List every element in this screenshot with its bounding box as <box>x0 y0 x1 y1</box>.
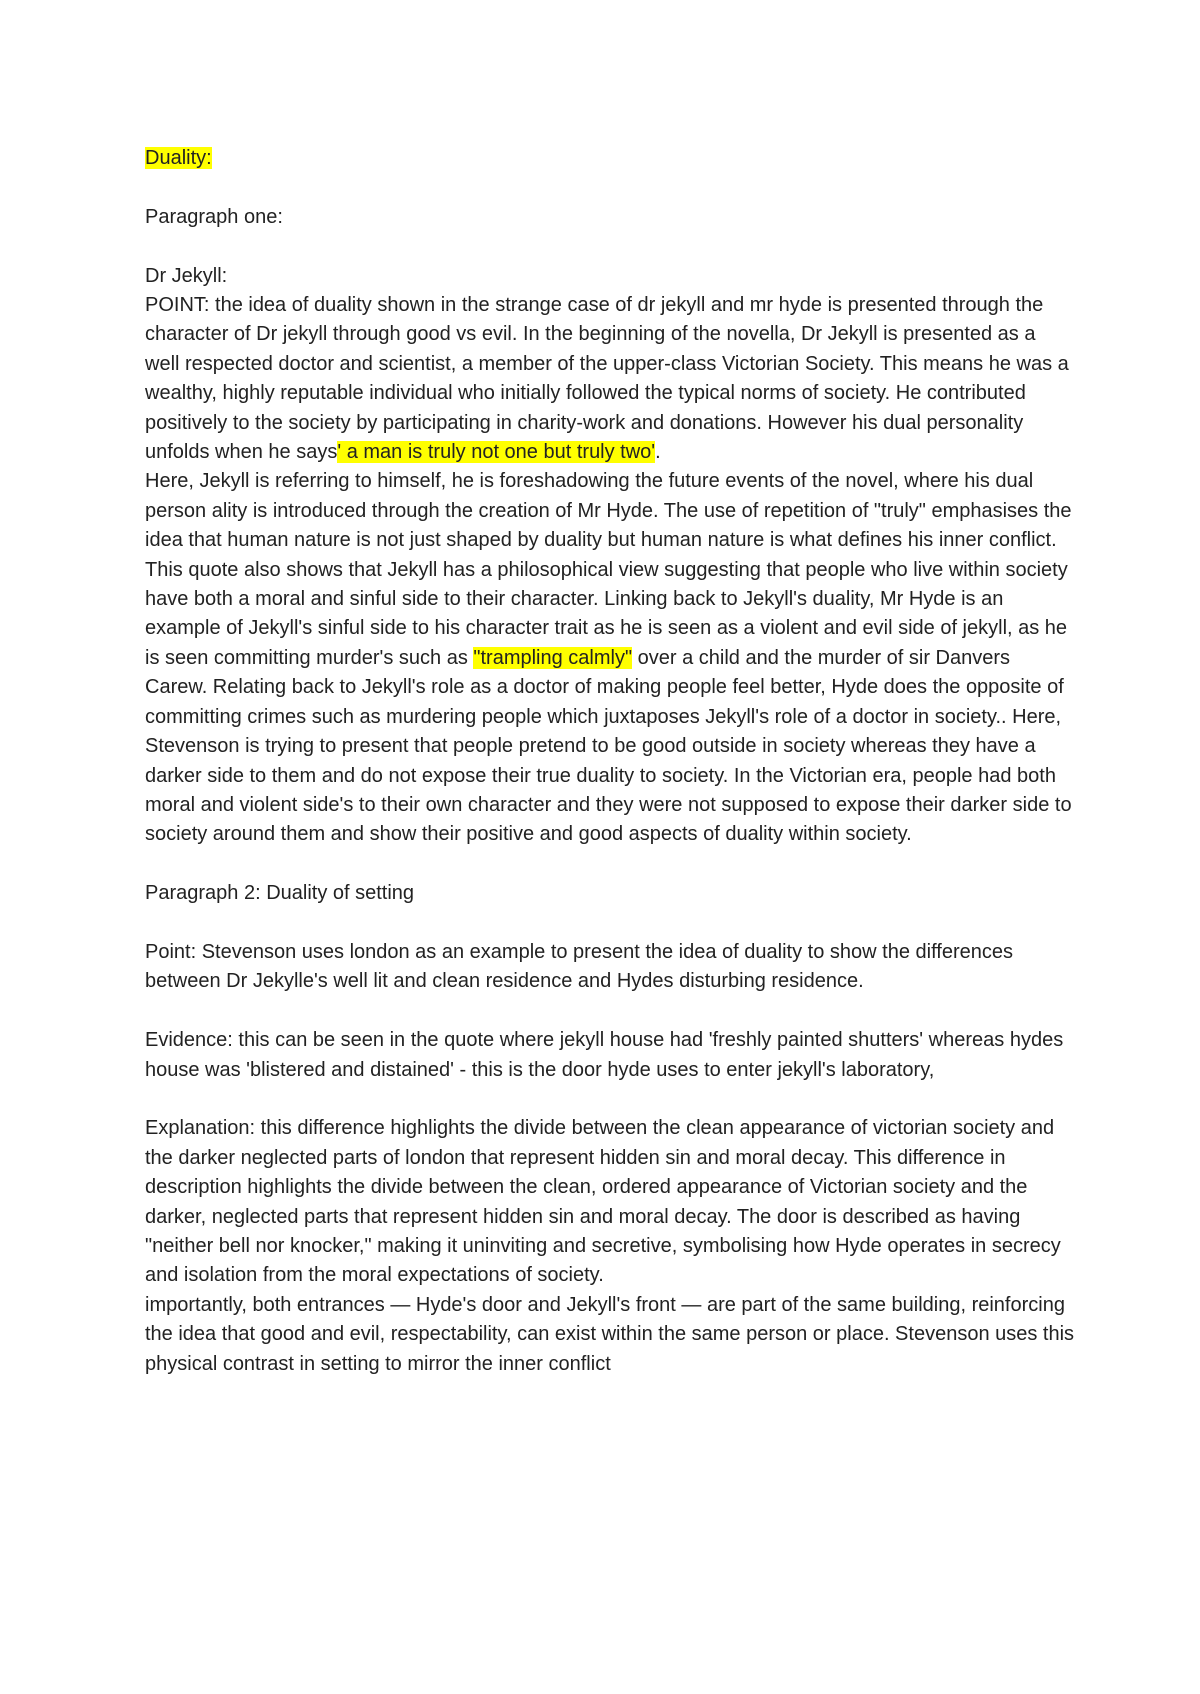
setting-point: Point: Stevenson uses london as an example to present the idea of duality to show the differences between Dr Jekylle's well lit and clean residence and Hydes disturbing residence. <box>145 940 1013 993</box>
quote-highlight: ' a man is truly not one but truly two' <box>337 441 656 464</box>
spacer <box>145 173 1075 202</box>
spacer <box>145 232 1075 261</box>
jekyll-label: Dr Jekyll: <box>145 264 228 287</box>
quote-highlight: "trampling calmly" <box>473 646 633 669</box>
analysis-paragraph <box>145 467 1075 849</box>
analysis-start: Here, Jekyll is referring to himself, he is foreshadowing the future events of the novel, where his dual person ality is introduced through the creation of Mr Hyde. The use of repetition of "truly" emphasises the idea that human nature is not just shaped by duality but human nature is what defines his inner conflict. This quote also shows that Jekyll has a philosophical view suggesting that people who live within society have both a moral and sinful side to their character. Linking back to Jekyll's duality, Mr Hyde is an example of Jekyll's sinful side to his character trait as he is seen as a violent and evil side of jekyll, as he is seen committing murder's such as <box>145 470 1072 669</box>
spacer <box>145 997 1075 1026</box>
setting-evidence: Evidence: this can be seen in the quote where jekyll house had 'freshly painted shutters' whereas hydes house was 'blistered and distained' - this is the door hyde uses to enter jekyll's laboratory, <box>145 1029 1064 1081</box>
point-paragraph <box>145 291 1075 467</box>
analysis-end: over a child and the murder of sir Danvers Carew. Relating back to Jekyll's role as a doctor of making people feel better, Hyde does the opposite of committing crimes such as murdering people which juxtaposes Jekyll's role of a doctor in society.. Here, Stevenson is trying to present that people pretend to be good outside in society whereas they have a darker side to them and do not expose their true duality to society. In the Victorian era, people had both moral and violent side's to their own character and they were not supposed to expose their darker side to society around them and show their positive and good aspects of duality within society. <box>145 646 1072 846</box>
heading-highlight: Duality: <box>145 147 212 169</box>
point-end: . <box>655 441 661 464</box>
spacer <box>145 909 1075 938</box>
point-text: POINT: the idea of duality shown in the strange case of dr jekyll and mr hyde is presented through the character of Dr jekyll through good vs evil. In the beginning of the novella, Dr Jekyll is presented as a well respected doctor and scientist, a member of the upper-class Victorian Society. This means he was a wealthy, highly reputable individual who initially followed the typical norms of society. He contributed positively to the society by participating in charity-work and donations. However his dual personality unfolds when he says <box>145 294 1069 464</box>
paragraph-one-label: Paragraph one: <box>145 205 283 228</box>
spacer <box>145 850 1075 879</box>
setting-importance: importantly, both entrances — Hyde's door and Jekyll's front — are part of the same building, reinforcing the idea that good and evil, respectability, can exist within the same person or place. Stevenson uses this physical contrast in setting to mirror the inner conflict <box>145 1293 1075 1375</box>
setting-explanation: Explanation: this difference highlights the divide between the clean appearance of victorian society and the darker neglected parts of london that represent hidden sin and moral decay. This difference in description highlights the divide between the clean, ordered appearance of Victorian society and the darker, neglected parts that represent hidden sin and moral decay. The door is described as having "neither bell nor knocker," making it uninviting and secretive, symbolising how Hyde operates in secrecy and isolation from the moral expectations of society. <box>145 1117 1061 1287</box>
document-body <box>145 144 1075 1379</box>
heading <box>145 144 1075 173</box>
spacer <box>145 1085 1075 1114</box>
paragraph-two-label: Paragraph 2: Duality of setting <box>145 882 415 905</box>
